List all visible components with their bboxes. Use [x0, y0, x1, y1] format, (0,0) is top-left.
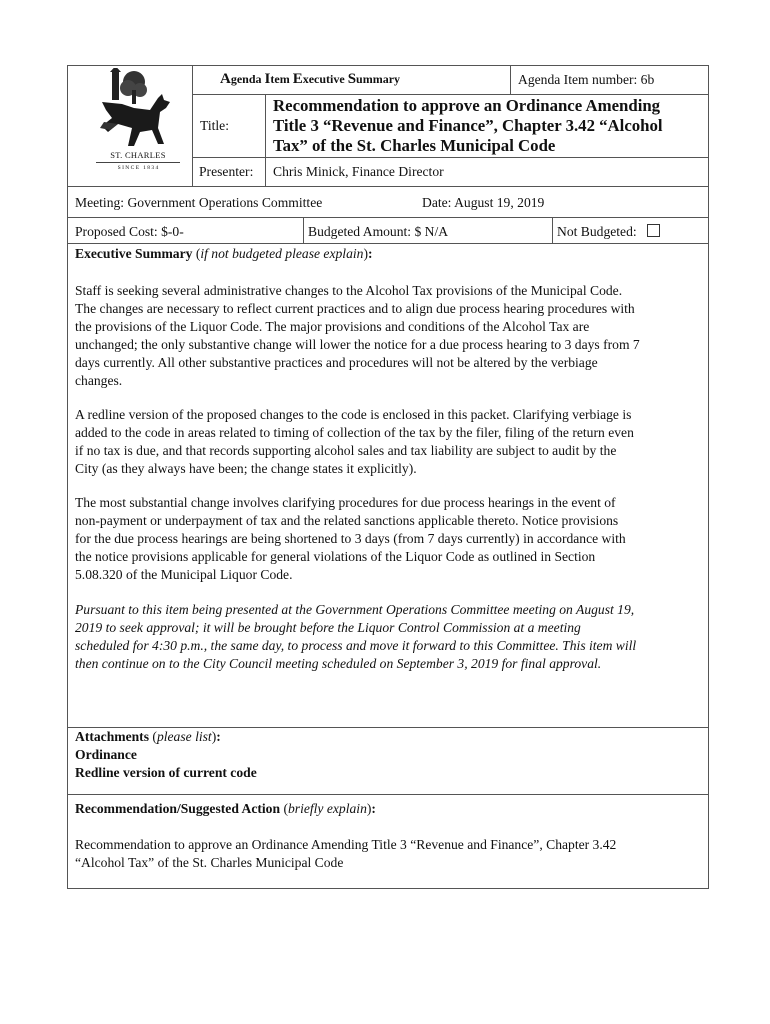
budgeted-amount: Budgeted Amount: $ N/A [308, 224, 449, 239]
summary-heading-note: if not budgeted please explain [200, 246, 364, 261]
title-line: Tax” of the St. Charles Municipal Code [273, 136, 556, 155]
title-label: Title: [200, 118, 229, 133]
text-line: unchanged; the only substantive change will lower the notice for a due process hearing to 3 days from 7 [75, 337, 640, 352]
logo-name: ST. CHARLES [110, 150, 166, 160]
meeting-divider-top [68, 186, 708, 187]
logo-divider [192, 66, 193, 186]
recommendation-heading-note: briefly explain [287, 801, 367, 816]
cost-divider-2 [552, 217, 553, 243]
summary-divider-top [68, 243, 708, 244]
summary-paragraph-2 [75, 406, 703, 478]
heading-letter: A [220, 71, 231, 87]
fox-tower-icon [88, 68, 188, 158]
not-budgeted-checkbox[interactable] [647, 224, 660, 237]
text-line: 5.08.320 of the Municipal Liquor Code. [75, 567, 293, 582]
text-line: 2019 to seek approval; it will be brought before the Liquor Control Commission at a meeting [75, 620, 581, 635]
not-budgeted-label: Not Budgeted: [557, 224, 637, 239]
text-line: A redline version of the proposed changes to the code is enclosed in this packet. Clarifying verbiage is [75, 407, 632, 422]
text-line: City (as they always have been; the change states it explicitly). [75, 461, 417, 476]
executive-summary-heading [220, 71, 400, 88]
agenda-item-number: Agenda Item number: 6b [518, 72, 655, 87]
text-line: Pursuant to this item being presented at the Government Operations Committee meeting on August 19, [75, 602, 635, 617]
text-line: the notice provisions applicable for general violations of the Liquor Code as outlined in Section [75, 549, 596, 564]
heading-word: tem [270, 72, 293, 86]
attachments-heading-note: please list [156, 729, 212, 744]
text-line: The most substantial change involves clarifying procedures for due process hearings in the event of [75, 495, 616, 510]
cost-divider-top [68, 217, 708, 218]
logo-since: S I N C E 1 8 3 4 [117, 165, 159, 171]
heading-word: ummary [356, 72, 401, 86]
text-line: scheduled for 4:30 p.m., the same day, to process and move it forward to this Committee. This item will [75, 638, 637, 653]
title-divider [192, 157, 708, 158]
meeting-name: Meeting: Government Operations Committee [75, 195, 323, 210]
summary-heading-bold: Executive Summary [75, 246, 193, 261]
proposed-cost: Proposed Cost: $-0- [75, 224, 184, 239]
label-divider [265, 94, 266, 186]
heading-letter: S [347, 71, 357, 87]
item-title [273, 96, 663, 156]
attachments-heading-bold: Attachments [75, 729, 149, 744]
text-line: added to the code in areas related to timing of collection of the tax by the filer, filing of the return even [75, 425, 634, 440]
attachments-heading: Attachments (please list): [75, 729, 221, 744]
attachment-item: Redline version of current code [75, 765, 257, 780]
logo-rule [96, 162, 180, 163]
recommendation-heading: Recommendation/Suggested Action (briefly explain): [75, 801, 376, 816]
text-line: for the due process hearings are being shortened to 3 days (from 7 days currently) in accordance with [75, 531, 626, 546]
st-charles-logo [88, 68, 188, 180]
meeting-date: Date: August 19, 2019 [422, 195, 545, 210]
heading-letter: I [264, 71, 271, 87]
agenda-document [67, 65, 709, 889]
text-line: if no tax is due, and that records supporting alcohol sales and tax liability are subject to audit by the [75, 443, 617, 458]
text-line: Staff is seeking several administrative changes to the Alcohol Tax provisions of the Municipal Code. [75, 283, 623, 298]
summary-paragraph-1 [75, 282, 703, 390]
heading-divider [192, 94, 708, 95]
presenter-label: Presenter: [199, 164, 254, 179]
summary-heading: Executive Summary (if not budgeted please explain): [75, 246, 373, 261]
text-line: then continue on to the City Council meeting scheduled on September 3, 2019 for final approval. [75, 656, 602, 671]
presenter-value: Chris Minick, Finance Director [273, 164, 444, 179]
recommendation-divider-top [68, 794, 708, 795]
recommendation-text [75, 836, 703, 872]
text-line: Recommendation to approve an Ordinance Amending Title 3 “Revenue and Finance”, Chapter 3.42 [75, 837, 617, 852]
summary-paragraph-4 [75, 601, 703, 673]
title-line: Title 3 “Revenue and Finance”, Chapter 3.42 “Alcohol [273, 116, 663, 135]
heading-letter: E [292, 71, 303, 87]
heading-word: genda [230, 72, 265, 86]
attachments-section [75, 728, 703, 782]
not-budgeted [557, 224, 660, 240]
text-line: the provisions of the Liquor Code. The major provisions and conditions of the Alcohol Tax are [75, 319, 590, 334]
attachment-item: Ordinance [75, 747, 137, 762]
heading-word: xecutive [302, 72, 348, 86]
cost-divider-1 [303, 217, 304, 243]
text-line: The changes are necessary to reflect current practices and to align due process hearing procedures with [75, 301, 635, 316]
text-line: changes. [75, 373, 123, 388]
text-line: “Alcohol Tax” of the St. Charles Municipal Code [75, 855, 344, 870]
agenda-number-divider [510, 66, 511, 94]
recommendation-heading-bold: Recommendation/Suggested Action [75, 801, 281, 816]
text-line: days currently. All other substantive practices and procedures will not be altered by the verbiage [75, 355, 598, 370]
summary-paragraph-3 [75, 494, 703, 584]
text-line: non-payment or underpayment of tax and the related sanctions applicable thereto. Notice provisions [75, 513, 619, 528]
title-line: Recommendation to approve an Ordinance Amending [273, 96, 661, 115]
